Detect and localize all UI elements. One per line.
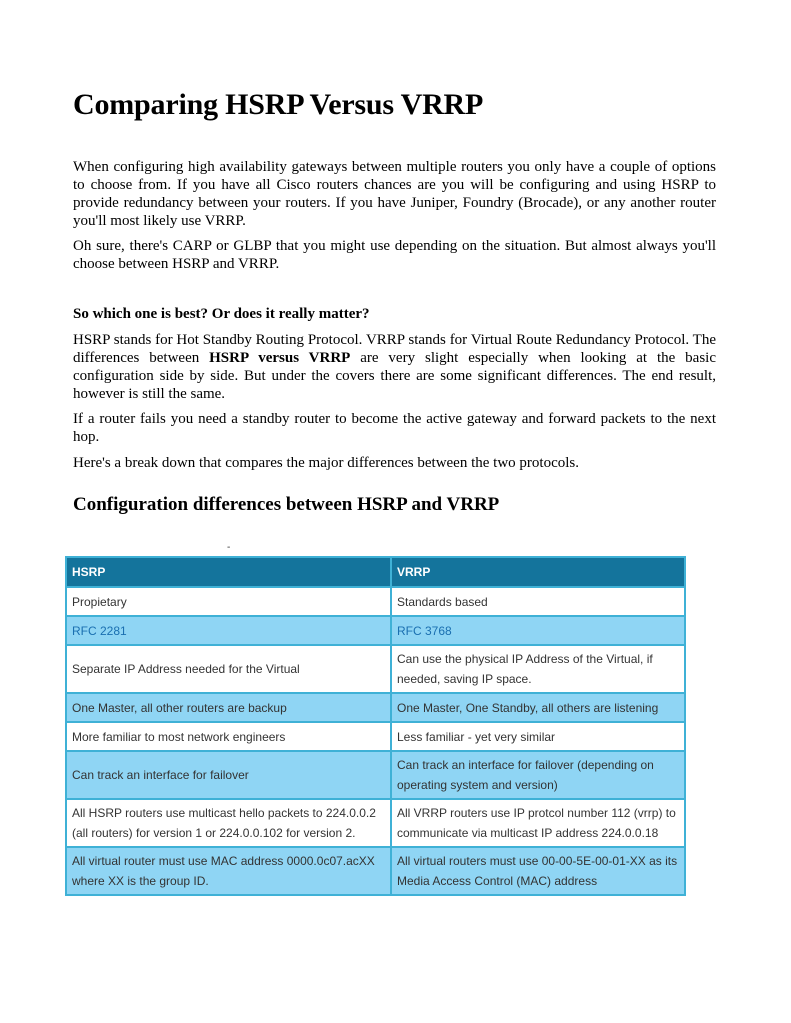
page-title: Comparing HSRP Versus VRRP	[73, 88, 484, 121]
hsrp-cell: All HSRP routers use multicast hello packets to 224.0.0.2 (all routers) for version 1 or 224.0.0.102 for version 2.	[66, 799, 391, 847]
table-row	[66, 722, 685, 751]
table-row	[66, 587, 685, 616]
hsrp-cell: Propietary	[66, 587, 391, 616]
vrrp-cell: Can track an interface for failover (depending on operating system and version)	[391, 751, 685, 799]
vrrp-cell: Standards based	[391, 587, 685, 616]
table-header-row	[66, 557, 685, 587]
rfc-2281-link[interactable]: RFC 2281	[66, 616, 391, 645]
intro-paragraph-1: When configuring high availability gateways between multiple routers you only have a couple of options to choose from. If you have all Cisco routers chances are you will be configuring and using HSRP to provide redundancy between your routers. If you have Juniper, Foundry (Brocade), or any another router you'll most likely use VRRP.	[73, 159, 716, 229]
vrrp-cell: Less familiar - yet very similar	[391, 722, 685, 751]
paragraph-definitions	[73, 331, 716, 403]
paragraph-breakdown: Here's a break down that compares the major differences between the two protocols.	[73, 455, 579, 471]
table-row	[66, 799, 685, 847]
table-row	[66, 616, 685, 645]
subheading: So which one is best? Or does it really matter?	[73, 306, 370, 322]
hsrp-cell: One Master, all other routers are backup	[66, 693, 391, 722]
bold-phrase: HSRP versus VRRP	[209, 350, 351, 366]
stray-dash: -	[227, 542, 231, 553]
vrrp-cell: All VRRP routers use IP protcol number 112 (vrrp) to communicate via multicast IP address 224.0.0.18	[391, 799, 685, 847]
header-hsrp: HSRP	[66, 557, 391, 587]
table-row	[66, 751, 685, 799]
hsrp-cell: More familiar to most network engineers	[66, 722, 391, 751]
section-heading: Configuration differences between HSRP and VRRP	[73, 494, 500, 515]
paragraph-failover: If a router fails you need a standby router to become the active gateway and forward packets to the next hop.	[73, 411, 716, 445]
vrrp-cell: All virtual routers must use 00-00-5E-00-01-XX as its Media Access Control (MAC) address	[391, 847, 685, 895]
paragraph-text: are very slight especially when looking at the basic configuration side by side. But under the covers there are some significant differences. The end result, however is still the same.	[73, 350, 716, 402]
hsrp-cell: Separate IP Address needed for the Virtual	[66, 645, 391, 693]
paragraph-text: HSRP stands for Hot Standby Routing Protocol. VRRP stands for Virtual Route Redundancy Protocol. The differences between	[73, 332, 716, 366]
hsrp-cell: All virtual router must use MAC address 0000.0c07.acXX where XX is the group ID.	[66, 847, 391, 895]
rfc-3768-link[interactable]: RFC 3768	[391, 616, 685, 645]
header-vrrp: VRRP	[391, 557, 685, 587]
vrrp-cell: Can use the physical IP Address of the Virtual, if needed, saving IP space.	[391, 645, 685, 693]
intro-paragraph-2: Oh sure, there's CARP or GLBP that you might use depending on the situation. But almost always you'll choose between HSRP and VRRP.	[73, 238, 716, 272]
comparison-table	[65, 556, 686, 896]
table-row	[66, 847, 685, 895]
table-row	[66, 645, 685, 693]
vrrp-cell: One Master, One Standby, all others are listening	[391, 693, 685, 722]
hsrp-cell: Can track an interface for failover	[66, 751, 391, 799]
table-row	[66, 693, 685, 722]
